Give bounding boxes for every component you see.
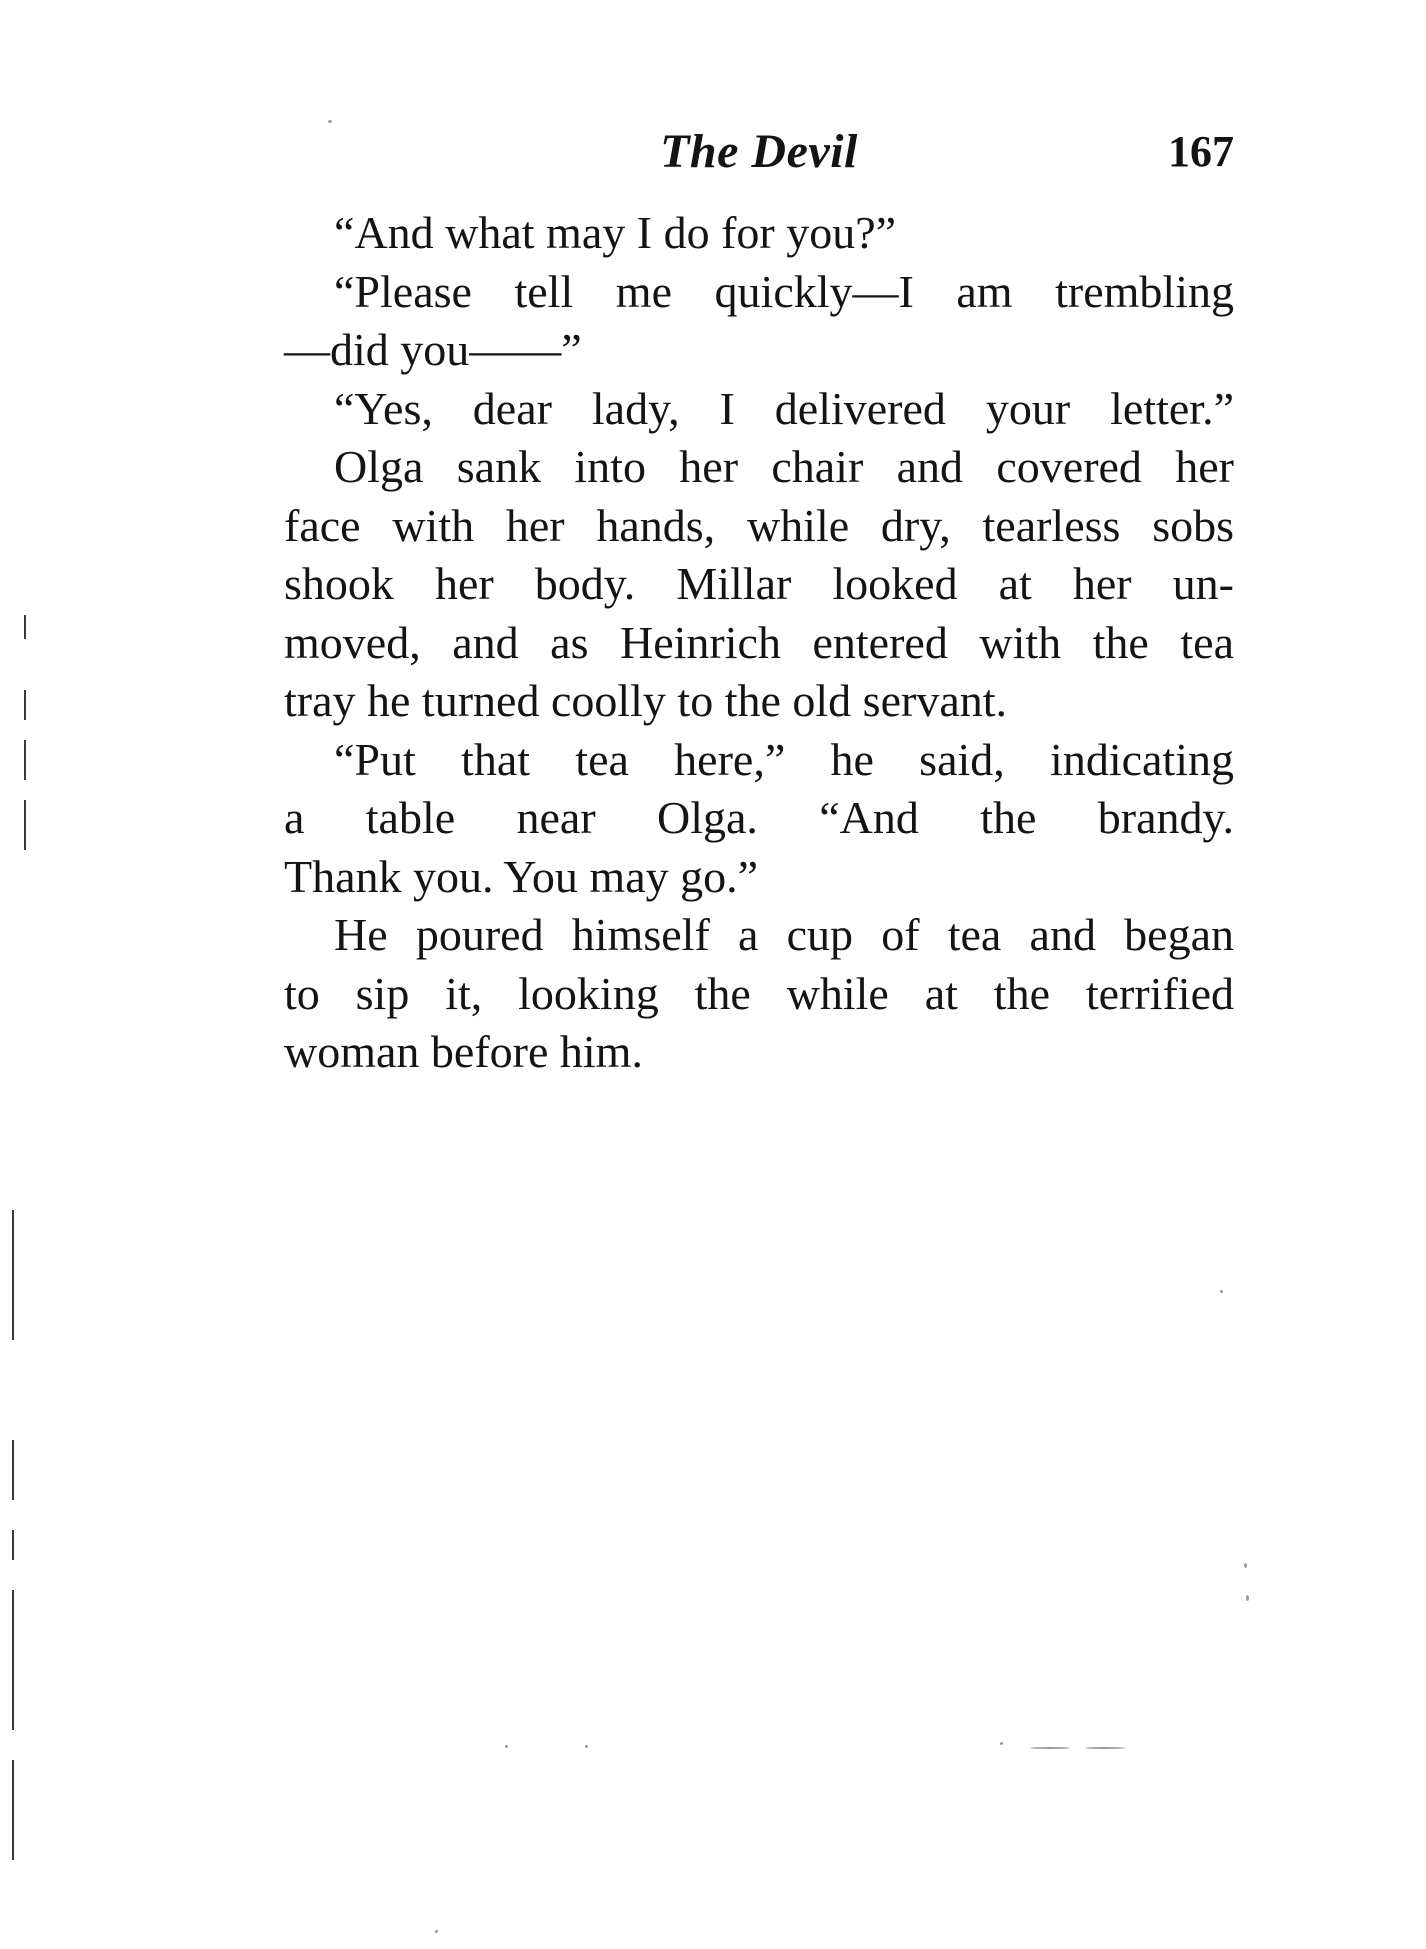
text-line: Olga sank into her chair and covered her — [334, 441, 1234, 492]
scan-edge-mark — [12, 1590, 14, 1730]
scan-edge-mark — [12, 1440, 14, 1500]
scan-speck — [328, 120, 332, 123]
running-title: The Devil — [660, 125, 858, 178]
text-line: tray he turned coolly to the old servant. — [284, 675, 1008, 726]
scan-speck — [585, 1745, 588, 1748]
text-line: moved, and as Heinrich entered with the tea — [284, 616, 1234, 668]
text-line: to sip it, looking the while at the terrified — [284, 967, 1234, 1019]
scan-speck — [505, 1745, 508, 1748]
scan-edge-mark — [24, 690, 26, 720]
page-number: 167 — [1168, 127, 1234, 176]
text-line: face with her hands, while dry, tearless sobs — [284, 499, 1234, 551]
scan-speck — [1000, 1742, 1003, 1745]
text-line: He poured himself a cup of tea and began — [334, 909, 1234, 960]
text-line: a table near Olga. “And the brandy. — [284, 792, 1234, 843]
scan-edge-mark — [12, 1210, 14, 1340]
scan-speck — [1244, 1563, 1247, 1568]
text-line: woman before him. — [284, 1026, 643, 1077]
text-line: “Yes, dear lady, I delivered your letter.” — [334, 382, 1234, 434]
body-text — [284, 204, 1234, 1082]
scan-speck — [1246, 1595, 1249, 1601]
scan-edge-mark — [24, 800, 26, 850]
text-line: Thank you. You may go.” — [284, 850, 759, 902]
scan-edge-mark — [24, 740, 26, 780]
scan-edge-mark — [24, 615, 26, 639]
scan-edge-mark — [12, 1530, 14, 1560]
scan-edge-mark — [12, 1760, 14, 1860]
scan-speck — [435, 1930, 438, 1933]
text-line: —did you——” — [284, 324, 582, 375]
scan-speck — [1085, 1747, 1125, 1749]
text-line: “Please tell me quickly—I am trembling — [334, 265, 1234, 317]
text-line: “Put that tea here,” he said, indicating — [334, 733, 1234, 785]
text-line: “And what may I do for you?” — [334, 207, 897, 258]
scan-speck — [1030, 1747, 1070, 1749]
running-header — [284, 120, 1234, 184]
text-line: shook her body. Millar looked at her un- — [284, 558, 1234, 609]
scan-speck — [1220, 1290, 1223, 1293]
